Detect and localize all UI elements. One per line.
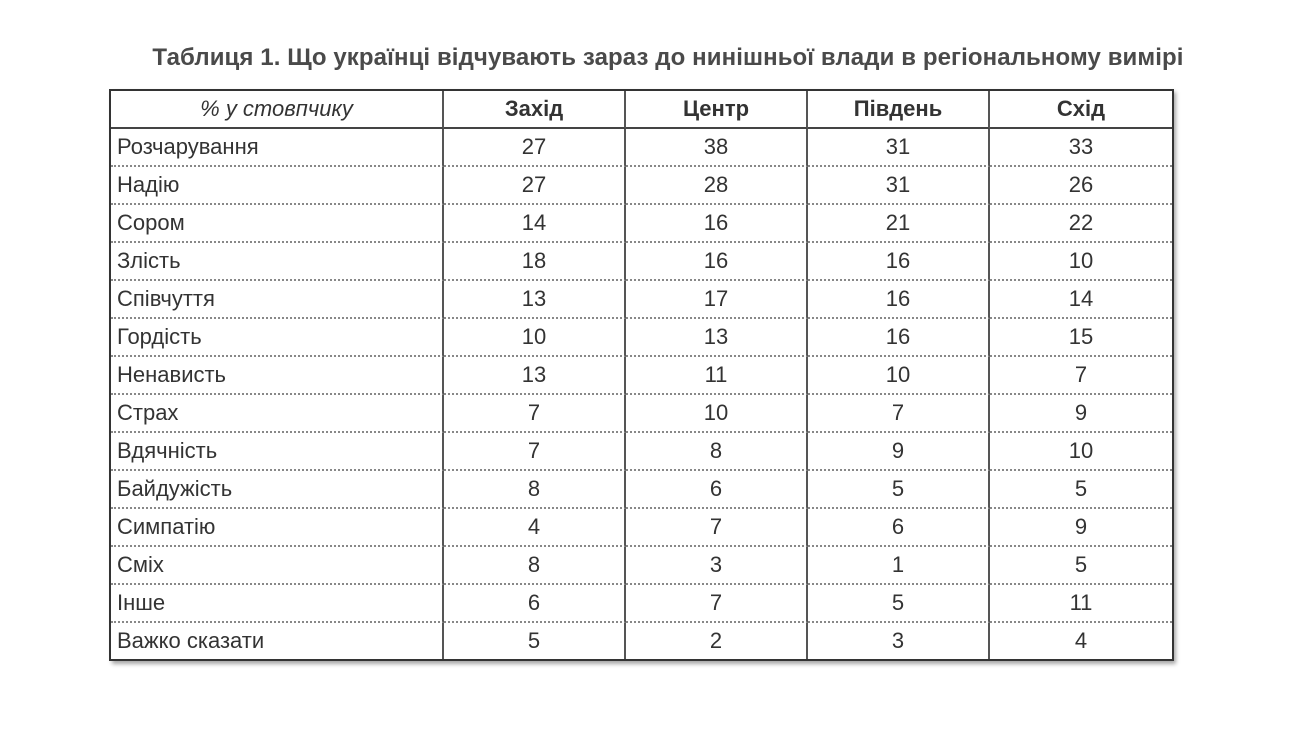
- table-row: [111, 205, 1172, 243]
- row-label-cell: Надію: [111, 167, 444, 205]
- value-cell: 9: [990, 395, 1172, 433]
- table-row: [111, 547, 1172, 585]
- value-cell: 16: [626, 205, 808, 243]
- value-cell: 7: [444, 433, 626, 471]
- value-cell: 14: [444, 205, 626, 243]
- page-title: Таблиця 1. Що українці відчувають зараз до нинішньої влади в регіональному вимірі: [152, 44, 1184, 71]
- table-row: [111, 585, 1172, 623]
- table-body: [111, 129, 1172, 659]
- value-cell: 4: [1074, 628, 1088, 653]
- value-cell: 8: [626, 433, 808, 471]
- row-label-cell: Сором: [111, 205, 444, 243]
- value-cell: 14: [990, 281, 1172, 319]
- row-label-cell: Інше: [111, 585, 444, 623]
- value-cell: 6: [444, 585, 626, 623]
- value-cell: 21: [808, 205, 990, 243]
- row-label-cell: Злість: [111, 243, 444, 281]
- value-cell: 9: [808, 433, 990, 471]
- row-label-cell: Розчарування: [111, 129, 444, 167]
- value-cell: 27: [444, 129, 626, 167]
- row-label-cell: Вдячність: [111, 433, 444, 471]
- table-header: [111, 91, 1172, 129]
- header-row: [111, 91, 1172, 129]
- row-label-cell: Важко сказати: [111, 623, 444, 659]
- table-row: [111, 319, 1172, 357]
- table-row: [111, 395, 1172, 433]
- value-cell: 22: [990, 205, 1172, 243]
- value-cell: 10: [990, 243, 1172, 281]
- table-row: [111, 129, 1172, 167]
- value-cell: 13: [444, 281, 626, 319]
- value-cell: 28: [626, 167, 808, 205]
- value-cell: 8: [444, 547, 626, 585]
- value-cell: 13: [626, 319, 808, 357]
- column-header-center: Центр: [626, 91, 808, 129]
- value-cell: 9: [990, 509, 1172, 547]
- value-cell: 3: [626, 547, 808, 585]
- value-cell: 5: [808, 585, 990, 623]
- value-cell: 2: [626, 623, 808, 659]
- value-cell: 5: [990, 547, 1172, 585]
- data-table: [109, 89, 1174, 661]
- row-label-cell: Байдужість: [111, 471, 444, 509]
- value-cell: 1: [808, 547, 990, 585]
- value-cell: 38: [626, 129, 808, 167]
- value-cell: 7: [626, 585, 808, 623]
- value-cell: 31: [808, 167, 990, 205]
- table-container: [109, 89, 1173, 661]
- value-cell: 10: [444, 319, 626, 357]
- value-cell: 3: [808, 623, 990, 659]
- value-cell: 10: [626, 395, 808, 433]
- table-row: [111, 167, 1172, 205]
- value-cell: 4: [444, 509, 626, 547]
- value-cell: 16: [626, 243, 808, 281]
- value-cell: 11: [626, 357, 808, 395]
- value-cell: 17: [626, 281, 808, 319]
- row-label-cell: Симпатію: [111, 509, 444, 547]
- value-cell: 10: [990, 433, 1172, 471]
- value-cell: 7: [626, 509, 808, 547]
- value-cell: 16: [808, 319, 990, 357]
- value-cell: 26: [990, 167, 1172, 205]
- row-label-cell: Страх: [111, 395, 444, 433]
- value-cell: 7: [808, 395, 990, 433]
- value-cell: 13: [444, 357, 626, 395]
- value-cell: 16: [808, 281, 990, 319]
- row-label-cell: Гордість: [111, 319, 444, 357]
- column-header-label: % у стовпчику: [111, 91, 444, 129]
- row-label-cell: Сміх: [111, 547, 444, 585]
- column-header-east: Схід: [990, 91, 1172, 129]
- value-cell: 7: [444, 395, 626, 433]
- table-row: [111, 471, 1172, 509]
- table-row: [111, 509, 1172, 547]
- value-cell: 5: [444, 623, 626, 659]
- value-cell: 15: [990, 319, 1172, 357]
- row-label-cell: Співчуття: [111, 281, 444, 319]
- value-cell: 7: [990, 357, 1172, 395]
- table-row: [111, 243, 1172, 281]
- value-cell: 6: [808, 509, 990, 547]
- column-header-south: Південь: [808, 91, 990, 129]
- row-label-cell: Ненависть: [111, 357, 444, 395]
- table-row: [111, 281, 1172, 319]
- value-cell: 16: [808, 243, 990, 281]
- value-cell: 27: [444, 167, 626, 205]
- value-cell: 8: [444, 471, 626, 509]
- value-cell: 6: [626, 471, 808, 509]
- value-cell: 5: [808, 471, 990, 509]
- column-header-west: Захід: [444, 91, 626, 129]
- table-row: [111, 433, 1172, 471]
- value-cell: 10: [808, 357, 990, 395]
- value-cell: 31: [808, 129, 990, 167]
- value-cell: 33: [990, 129, 1172, 167]
- table-row: [111, 623, 1172, 659]
- value-cell: 5: [990, 471, 1172, 509]
- table-row: [111, 357, 1172, 395]
- value-cell: 11: [990, 585, 1172, 623]
- value-cell: 18: [444, 243, 626, 281]
